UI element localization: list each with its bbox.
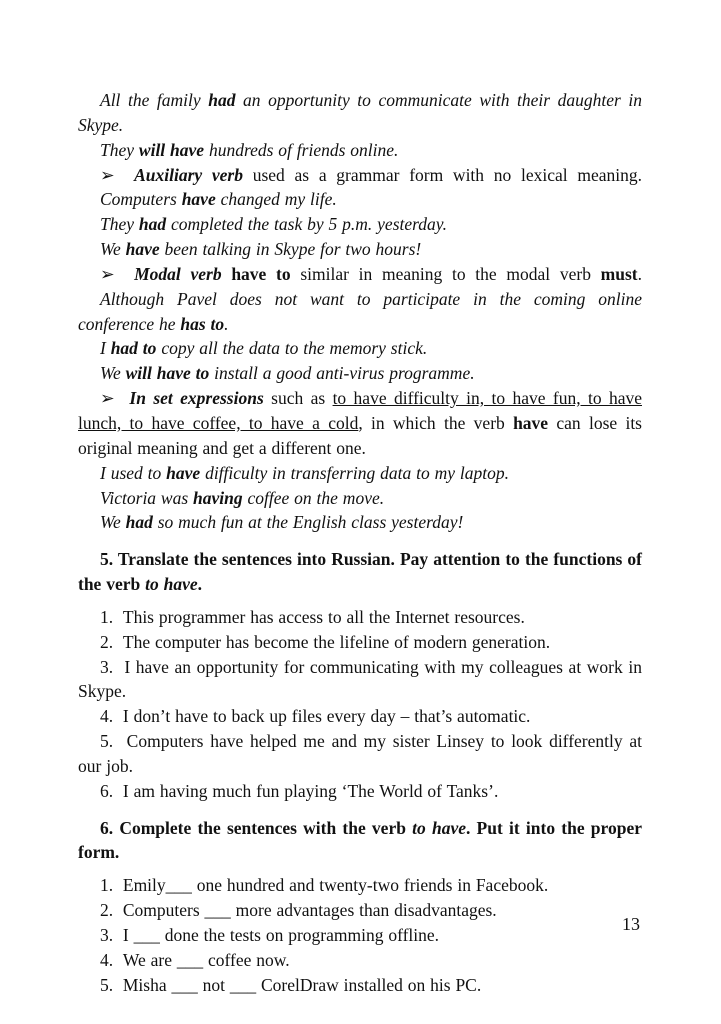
text-segment: having: [193, 487, 243, 508]
text-segment: Auxiliary verb: [134, 164, 243, 185]
list-item-number: 2.: [100, 631, 123, 652]
list-item: [78, 605, 642, 630]
list-item-number: 6.: [100, 780, 123, 801]
text-segment: been talking in Skype for two hours!: [159, 239, 422, 260]
text-segment: install a good anti-virus programme.: [209, 363, 475, 384]
exercise-heading: [78, 816, 642, 866]
text-segment: to have: [145, 574, 198, 595]
text-segment: ➢: [100, 263, 135, 284]
list-item-number: 5.: [100, 731, 127, 752]
text-segment: coffee on the move.: [242, 487, 385, 508]
example-paragraph: [78, 212, 642, 237]
text-segment: We are ___ coffee now.: [122, 949, 290, 970]
example-paragraph: [78, 88, 642, 138]
text-segment: copy all the data to the memory stick.: [156, 338, 428, 359]
list-item: [78, 873, 642, 898]
text-segment: In set expressions: [129, 388, 264, 409]
text-segment: This programmer has access to all the Internet resources.: [122, 606, 525, 627]
list-item-number: 2.: [100, 900, 123, 921]
text-segment: 5. Translate the sentences into Russian. Pay attention to the functions of the verb: [78, 549, 642, 595]
text-segment: We: [100, 363, 126, 384]
text-segment: Modal verb: [134, 263, 222, 284]
page-number: 13: [622, 914, 640, 934]
text-segment: ➢: [100, 388, 130, 409]
text-segment: .: [637, 263, 642, 284]
example-paragraph: [78, 336, 642, 361]
text-segment: The computer has become the lifeline of modern generation.: [122, 631, 551, 652]
list-item-number: 3.: [100, 925, 123, 945]
text-segment: They: [100, 139, 139, 160]
text-segment: have: [181, 189, 216, 210]
list-item: [78, 948, 642, 973]
text-segment: Computers have helped me and my sister Linsey to look differently at our job.: [78, 731, 643, 776]
text-segment: I used to: [100, 462, 167, 483]
text-segment: Misha ___ not ___ CorelDraw installed on his PC.: [122, 974, 482, 995]
list-item: [78, 973, 642, 998]
text-segment: so much fun at the English class yesterday!: [152, 512, 464, 533]
bullet-paragraph: [78, 262, 642, 287]
text-segment: completed the task by 5 p.m. yesterday.: [166, 214, 447, 235]
list-item-number: 1.: [100, 875, 123, 896]
example-paragraph: [78, 510, 642, 535]
text-segment: had: [125, 512, 153, 533]
text-segment: , in which the verb: [358, 412, 514, 433]
list-item: [78, 898, 642, 923]
text-segment: similar in meaning to the modal verb: [290, 263, 601, 284]
text-segment: had: [138, 214, 167, 235]
text-segment: changed my life.: [215, 189, 337, 210]
text-segment: such as: [263, 388, 333, 409]
text-segment: can lose its original meaning and get a different one.: [78, 412, 642, 458]
text-block: [78, 88, 642, 998]
text-segment: had to: [110, 338, 157, 359]
text-segment: We: [100, 512, 126, 533]
example-paragraph: [78, 138, 642, 163]
text-segment: We: [100, 239, 126, 260]
list-item: [78, 704, 642, 729]
text-segment: I have an opportunity for communicating with my colleagues at work in Skype.: [78, 656, 642, 702]
text-segment: have to: [231, 263, 291, 284]
example-paragraph: [78, 287, 642, 337]
text-segment: Computers ___ more advantages than disadvantages.: [122, 900, 497, 921]
text-segment: had: [208, 90, 236, 110]
underlined-phrase: to have difficulty in, to have fun, to have lunch, to have coffee, to have a cold: [78, 388, 642, 433]
example-paragraph: [78, 187, 642, 212]
text-segment: Victoria was: [100, 487, 194, 508]
text-segment: have: [125, 239, 160, 260]
list-item-number: 5.: [100, 974, 123, 995]
text-segment: have: [166, 462, 201, 483]
text-segment: will have to: [125, 363, 210, 384]
text-segment: I am having much fun playing ‘The World of Tanks’.: [122, 780, 499, 801]
text-segment: Although Pavel does not want to participate in the coming online conference he: [78, 288, 642, 334]
text-segment: Computers: [100, 189, 182, 210]
list-item: [78, 729, 642, 779]
text-segment: I don’t have to back up files every day – that’s automatic.: [122, 706, 531, 727]
bullet-paragraph: [78, 163, 642, 188]
text-segment: I: [100, 338, 111, 359]
example-paragraph: [78, 361, 642, 386]
bullet-paragraph: [78, 386, 642, 461]
text-segment: must: [600, 263, 638, 284]
text-segment: ➢: [100, 164, 135, 185]
text-segment: They: [100, 214, 139, 235]
list-item-number: 3.: [100, 656, 125, 677]
text-segment: an opportunity to communicate with their daughter in Skype.: [78, 90, 642, 135]
text-segment: will have: [138, 139, 205, 160]
text-segment: hundreds of friends online.: [204, 139, 399, 160]
text-segment: I ___ done the tests on programming offline.: [122, 925, 440, 945]
text-segment: used as a grammar form with no lexical meaning.: [243, 164, 642, 185]
example-paragraph: [78, 486, 642, 511]
list-item-number: 4.: [100, 706, 123, 727]
text-segment: have: [513, 412, 549, 433]
text-segment: All the family: [100, 90, 209, 110]
list-item: [78, 779, 642, 804]
exercise-heading: [78, 547, 642, 597]
text-segment: [222, 264, 232, 284]
example-paragraph: [78, 461, 642, 486]
text-segment: .: [197, 574, 202, 595]
text-segment: Emily___ one hundred and twenty-two friends in Facebook.: [122, 875, 549, 896]
list-item: [78, 923, 642, 948]
example-paragraph: [78, 237, 642, 262]
text-segment: . Put it into the proper form.: [78, 817, 642, 863]
text-segment: 6. Complete the sentences with the verb: [100, 817, 413, 838]
text-segment: difficulty in transferring data to my laptop.: [200, 462, 509, 483]
list-item-number: 4.: [100, 949, 123, 970]
list-item-number: 1.: [100, 606, 123, 627]
text-segment: to have: [412, 817, 466, 838]
list-item: [78, 655, 642, 705]
text-segment: has to: [180, 313, 225, 334]
list-item: [78, 630, 642, 655]
text-segment: .: [224, 313, 229, 334]
